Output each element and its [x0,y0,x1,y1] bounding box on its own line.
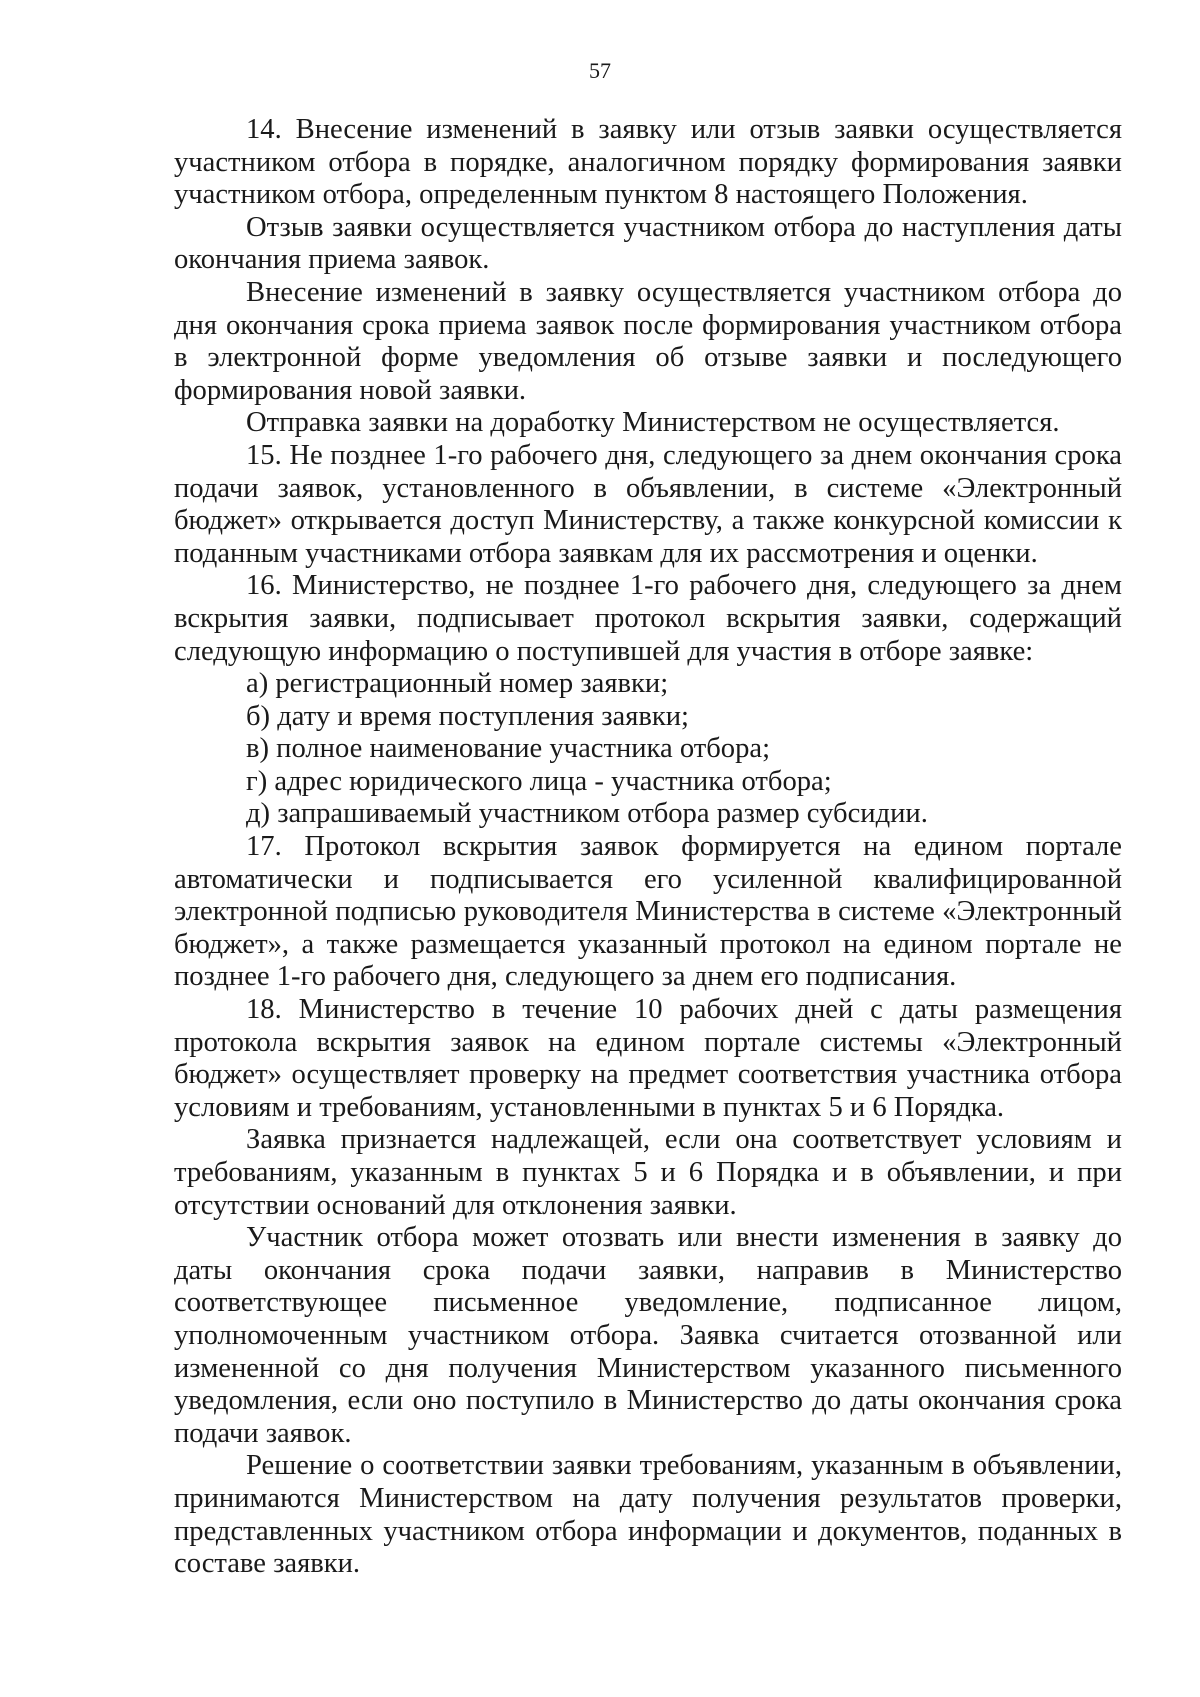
paragraph-withdrawal: Отзыв заявки осуществляется участником отбора до наступления даты окончания приема заявок. [174,211,1122,276]
paragraph-16: 16. Министерство, не позднее 1-го рабочего дня, следующего за днем вскрытия заявки, подписывает протокол вскрытия заявки, содержащий следующую информацию о поступившей для участия в отборе заявке: [174,570,1122,667]
page-number: 57 [589,58,611,83]
paragraph-15: 15. Не позднее 1-го рабочего дня, следующего за днем окончания срока подачи заявок, установленного в объявлении, в системе «Электронный бюджет» открывается доступ Министерству, а также конкурсной комиссии к поданным участниками отбора заявкам для их рассмотрения и оценки. [174,439,1122,569]
paragraph-participant-withdraw: Участник отбора может отозвать или внести изменения в заявку до даты окончания срока подачи заявки, направив в Министерство соответствующее письменное уведомление, подписанное лицом, уполномоченным участником отбора. Заявка считается отозванной или измененной со дня получения Министерством указанного письменного уведомления, если оно поступило в Министерство до даты окончания срока подачи заявок. [174,1222,1122,1449]
list-item-d: д) запрашиваемый участником отбора размер субсидии. [246,798,928,830]
paragraph-17: 17. Протокол вскрытия заявок формируется на едином портале автоматически и подписывается его усиленной квалифицированной электронной подписью руководителя Министерства в системе «Электронный бюджет», а также размещается указанный протокол на едином портале не позднее 1-го рабочего дня, следующего за днем его подписания. [174,831,1122,993]
document-body [174,114,1122,1581]
list-item-b: б) дату и время поступления заявки; [246,700,689,732]
list-item-v: в) полное наименование участника отбора; [246,733,771,765]
list-item-g: г) адрес юридического лица - участника отбора; [246,765,832,797]
paragraph-amendment: Внесение изменений в заявку осуществляется участником отбора до дня окончания срока приема заявок после формирования участником отбора в электронной форме уведомления об отзыве заявки и последующего формирования новой заявки. [174,276,1122,406]
paragraph-18: 18. Министерство в течение 10 рабочих дней с даты размещения протокола вскрытия заявок на едином портале системы «Электронный бюджет» осуществляет проверку на предмет соответствия участника отбора условиям и требованиям, установленными в пунктах 5 и 6 Порядка. [174,994,1122,1123]
paragraph-proper-application: Заявка признается надлежащей, если она соответствует условиям и требованиям, указанным в пунктах 5 и 6 Порядка и в объявлении, и при отсутствии оснований для отклонения заявки. [174,1124,1122,1221]
paragraph-14: 14. Внесение изменений в заявку или отзыв заявки осуществляется участником отбора в порядке, аналогичном порядку формирования заявки участником отбора, определенным пунктом 8 настоящего Положения. [174,114,1122,211]
paragraph-revision-note: Отправка заявки на доработку Министерством не осуществляется. [246,407,1060,439]
paragraph-decision: Решение о соответствии заявки требованиям, указанным в объявлении, принимаются Министерством на дату получения результатов проверки, представленных участником отбора информации и документов, поданных в составе заявки. [174,1450,1122,1580]
list-item-a: а) регистрационный номер заявки; [246,668,669,700]
